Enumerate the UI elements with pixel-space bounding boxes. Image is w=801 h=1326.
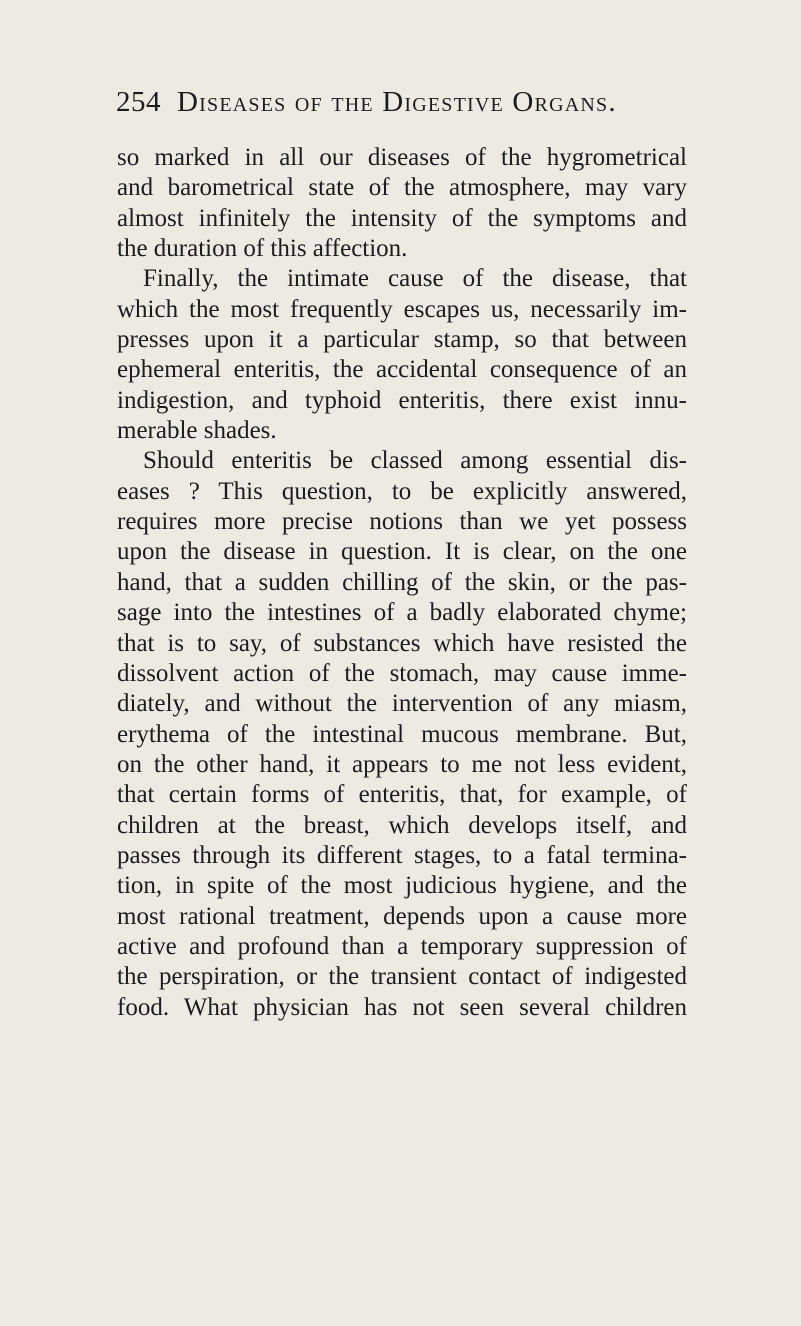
text-line: sage into the intestines of a badly elaborated chyme; [117,599,687,627]
text-line: erythema of the intestinal mucous membrane. But, [117,720,687,748]
text-line: food. What physician has not seen several children [117,993,687,1021]
running-head [116,86,676,126]
body-text [117,143,687,1023]
text-line: requires more precise notions than we yet possess [117,508,687,536]
text-line: Should enteritis be classed among essential dis- [143,447,687,475]
text-line: hand, that a sudden chilling of the skin, or the pas- [117,568,687,596]
text-line: most rational treatment, depends upon a cause more [117,902,687,930]
text-line: active and profound than a temporary suppression of [117,932,687,960]
text-line: tion, in spite of the most judicious hygiene, and the [117,872,687,900]
text-line: on the other hand, it appears to me not less evident, [117,750,687,778]
text-line: Finally, the intimate cause of the disease, that [143,265,687,293]
text-line: passes through its different stages, to a fatal termina- [117,841,687,869]
running-title: Diseases of the Digestive Organs. [177,86,617,118]
text-line: presses upon it a particular stamp, so that between [117,326,687,354]
text-line: which the most frequently escapes us, necessarily im- [117,295,687,323]
text-line: merable shades. [117,417,277,445]
text-line: dissolvent action of the stomach, may cause imme- [117,659,687,687]
text-line: upon the disease in question. It is clear, on the one [117,538,687,566]
text-line: the perspiration, or the transient contact of indigested [117,963,687,991]
text-line: diately, and without the intervention of any miasm, [117,690,687,718]
text-line: the duration of this affection. [117,235,408,263]
text-line: ephemeral enteritis, the accidental consequence of an [117,356,687,384]
text-line: that certain forms of enteritis, that, for example, of [117,781,687,809]
text-line: so marked in all our diseases of the hygrometrical [117,144,687,171]
page-number: 254 [116,86,161,118]
text-line: almost infinitely the intensity of the symptoms and [117,204,687,232]
text-line: children at the breast, which develops itself, and [117,811,687,839]
text-line: and barometrical state of the atmosphere, may vary [117,174,687,202]
text-line: indigestion, and typhoid enteritis, there exist innu- [117,386,687,414]
text-line: eases ? This question, to be explicitly answered, [117,477,687,505]
text-line: that is to say, of substances which have resisted the [117,629,687,657]
